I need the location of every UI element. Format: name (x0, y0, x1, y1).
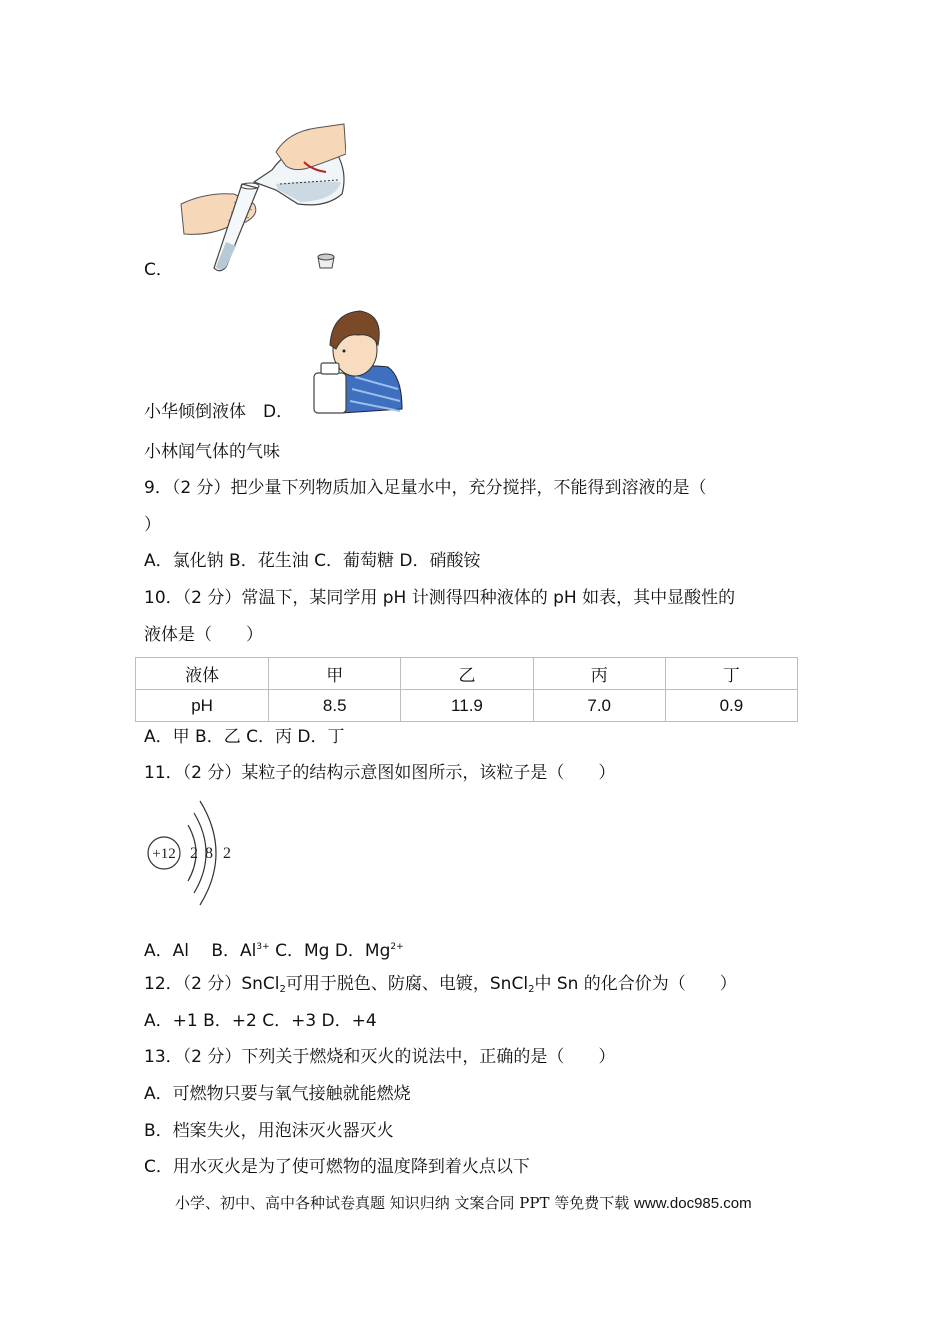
q11-stem: 11．（2 分）某粒子的结构示意图如图所示，该粒子是（ ） (144, 763, 616, 783)
table-row (136, 690, 798, 722)
caption-c: 小华倾倒液体 (144, 402, 246, 422)
table-cell: 丁 (665, 658, 797, 690)
q9-stem-end: ） (144, 515, 161, 535)
caption-c-line (144, 400, 293, 424)
q12-options: A．+1 B．+2 C．+3 D．+4 (144, 1011, 377, 1031)
q13-stem: 13．（2 分）下列关于燃烧和灭火的说法中，正确的是（ ） (144, 1047, 616, 1067)
smelling-gas-figure (310, 305, 405, 415)
q12-part1: 12．（2 分）SnCl (144, 974, 280, 994)
option-c-label: C． (144, 260, 173, 280)
atom-structure-diagram (140, 795, 240, 907)
table-cell: 11.9 (401, 690, 533, 722)
table-cell: 乙 (401, 658, 533, 690)
q12-sub2: 2 (528, 984, 535, 995)
table-cell: 7.0 (533, 690, 665, 722)
table-cell: 丙 (533, 658, 665, 690)
nucleus-charge: +12 (152, 846, 176, 862)
q10-stem: 10．（2 分）常温下，某同学用 pH 计测得四种液体的 pH 如表，其中显酸性的 (144, 588, 736, 608)
q11-opt-a: A．Al (144, 941, 189, 961)
table-cell: 0.9 (665, 690, 797, 722)
q13-opt-b: B．档案失火，用泡沫灭火器灭火 (144, 1121, 394, 1141)
q12-part3: 中 Sn 的化合价为（ ） (534, 974, 737, 994)
q12-sub1: 2 (279, 984, 286, 995)
footer-text: 小学、初中、高中各种试卷真题 知识归纳 文案合同 PPT 等免费下载 (175, 1194, 630, 1212)
q12-part2: 可用于脱色、防腐、电镀，SnCl (285, 974, 529, 994)
footer-url[interactable]: www.doc985.com (634, 1195, 752, 1212)
q10-options: A．甲 B．乙 C．丙 D．丁 (144, 727, 345, 747)
table-header-row (136, 658, 798, 690)
table-cell: 甲 (269, 658, 401, 690)
q9-stem: 9．（2 分）把少量下列物质加入足量水中，充分搅拌，不能得到溶液的是（ (144, 478, 707, 498)
pouring-liquid-figure (176, 122, 346, 277)
q12-stem (144, 972, 737, 1002)
shell-2-count: 8 (205, 845, 213, 862)
q13-opt-a: A．可燃物只要与氧气接触就能燃烧 (144, 1084, 411, 1104)
q11-opt-d-sup: 2+ (390, 942, 404, 952)
caption-d: 小林闻气体的气味 (144, 442, 280, 462)
shell-1-count: 2 (190, 845, 198, 862)
page-footer (175, 1192, 752, 1213)
q13-opt-c: C．用水灭火是为了使可燃物的温度降到着火点以下 (144, 1157, 530, 1177)
q9-options: A．氯化钠 B．花生油 C．葡萄糖 D．硝酸铵 (144, 551, 481, 571)
table-cell: 液体 (136, 658, 269, 690)
table-cell: pH (136, 690, 269, 722)
q10-stem-end: 液体是（ ） (144, 625, 263, 645)
option-d-label: D． (263, 402, 294, 422)
shell-3-count: 2 (223, 845, 231, 862)
q11-options (144, 935, 404, 963)
q11-opt-b: B．Al (211, 941, 257, 961)
q11-opt-c: C．Mg (275, 941, 330, 961)
q11-opt-b-sup: 3+ (256, 942, 270, 952)
ph-table (135, 657, 798, 722)
q11-opt-d: D．Mg (334, 941, 391, 961)
table-cell: 8.5 (269, 690, 401, 722)
